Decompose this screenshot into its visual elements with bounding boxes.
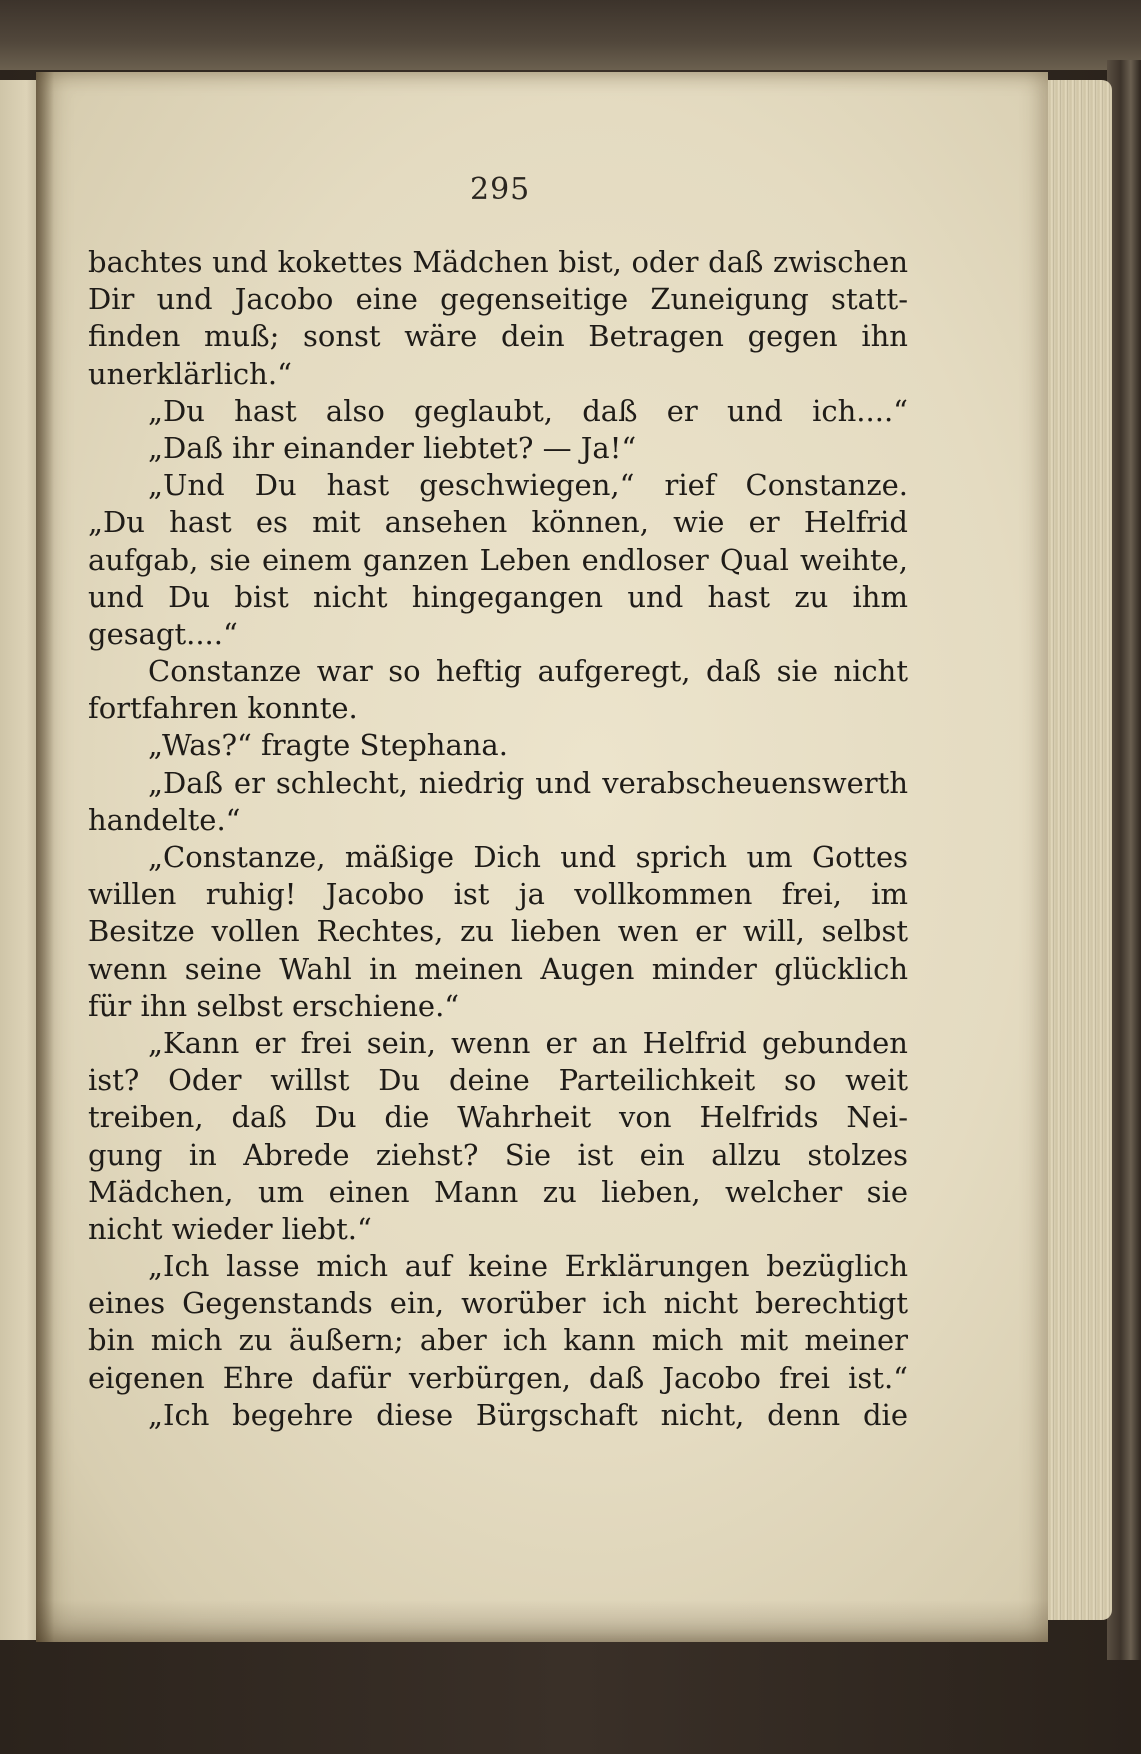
text-line: eines Gegenstands ein, worüber ich nicht berechtigt: [88, 1286, 908, 1321]
text-line: für ihn selbst erschiene.“: [88, 988, 460, 1023]
page-bottom-shadow: [36, 1600, 1048, 1642]
text-line: finden muß; sonst wäre dein Betragen gegen ihn: [88, 319, 908, 354]
text-line: fortfahren konnte.: [88, 691, 358, 726]
page-stack-edges: [1040, 80, 1112, 1620]
text-line: Mädchen, um einen Mann zu lieben, welcher sie: [88, 1174, 908, 1209]
text-line: wenn seine Wahl in meinen Augen minder glücklich: [88, 951, 908, 986]
text-line: „Was?“ fragte Stephana.: [148, 728, 508, 763]
text-line: Constanze war so heftig aufgeregt, daß sie nicht: [148, 654, 908, 689]
text-line: nicht wieder liebt.“: [88, 1211, 372, 1246]
book-cover-right: [1107, 60, 1141, 1660]
text-line: „Ich begehre diese Bürgschaft nicht, denn die: [148, 1397, 908, 1432]
text-line: „Ich lasse mich auf keine Erklärungen bezüglich: [148, 1249, 908, 1284]
text-line: eigenen Ehre dafür verbürgen, daß Jacobo frei ist.“: [88, 1360, 908, 1395]
text-line: Besitze vollen Rechtes, zu lieben wen er will, selbst: [88, 914, 908, 949]
text-line: und Du bist nicht hingegangen und hast zu ihm: [88, 579, 908, 614]
page-number: 295: [470, 172, 531, 207]
text-line: willen ruhig! Jacobo ist ja vollkommen frei, im: [88, 877, 908, 912]
text-line: unerklärlich.“: [88, 356, 292, 391]
text-line: „Daß er schlecht, niedrig und verabscheuenswerth: [148, 765, 908, 800]
book-cover-top: [0, 0, 1141, 70]
text-line: „Constanze, mäßige Dich und sprich um Gottes: [148, 840, 908, 874]
text-line: bachtes und kokettes Mädchen bist, oder daß zwischen: [88, 245, 908, 279]
text-line: handelte.“: [88, 802, 241, 837]
text-line: „Du hast es mit ansehen können, wie er Helfrid: [88, 505, 908, 540]
text-line: „Daß ihr einander liebtet? — Ja!“: [148, 430, 637, 465]
text-line: „Und Du hast geschwiegen,“ rief Constanze.: [148, 468, 908, 503]
text-line: bin mich zu äußern; aber ich kann mich mit meiner: [88, 1323, 908, 1358]
text-line: treiben, daß Du die Wahrheit von Helfrids Nei-: [88, 1100, 908, 1135]
text-line: aufgab, sie einem ganzen Leben endloser Qual weihte,: [88, 542, 908, 577]
text-line: „Kann er frei sein, wenn er an Helfrid gebunden: [148, 1025, 908, 1060]
page-gutter-shadow: [36, 72, 54, 1642]
text-line: „Du hast also geglaubt, daß er und ich....“: [148, 393, 908, 428]
text-line: Dir und Jacobo eine gegenseitige Zuneigung statt-: [88, 282, 908, 317]
body-text: [88, 244, 908, 1434]
text-line: gung in Abrede ziehst? Sie ist ein allzu stolzes: [88, 1137, 908, 1172]
text-line: gesagt....“: [88, 616, 238, 651]
text-line: ist? Oder willst Du deine Parteilichkeit so weit: [88, 1063, 908, 1098]
